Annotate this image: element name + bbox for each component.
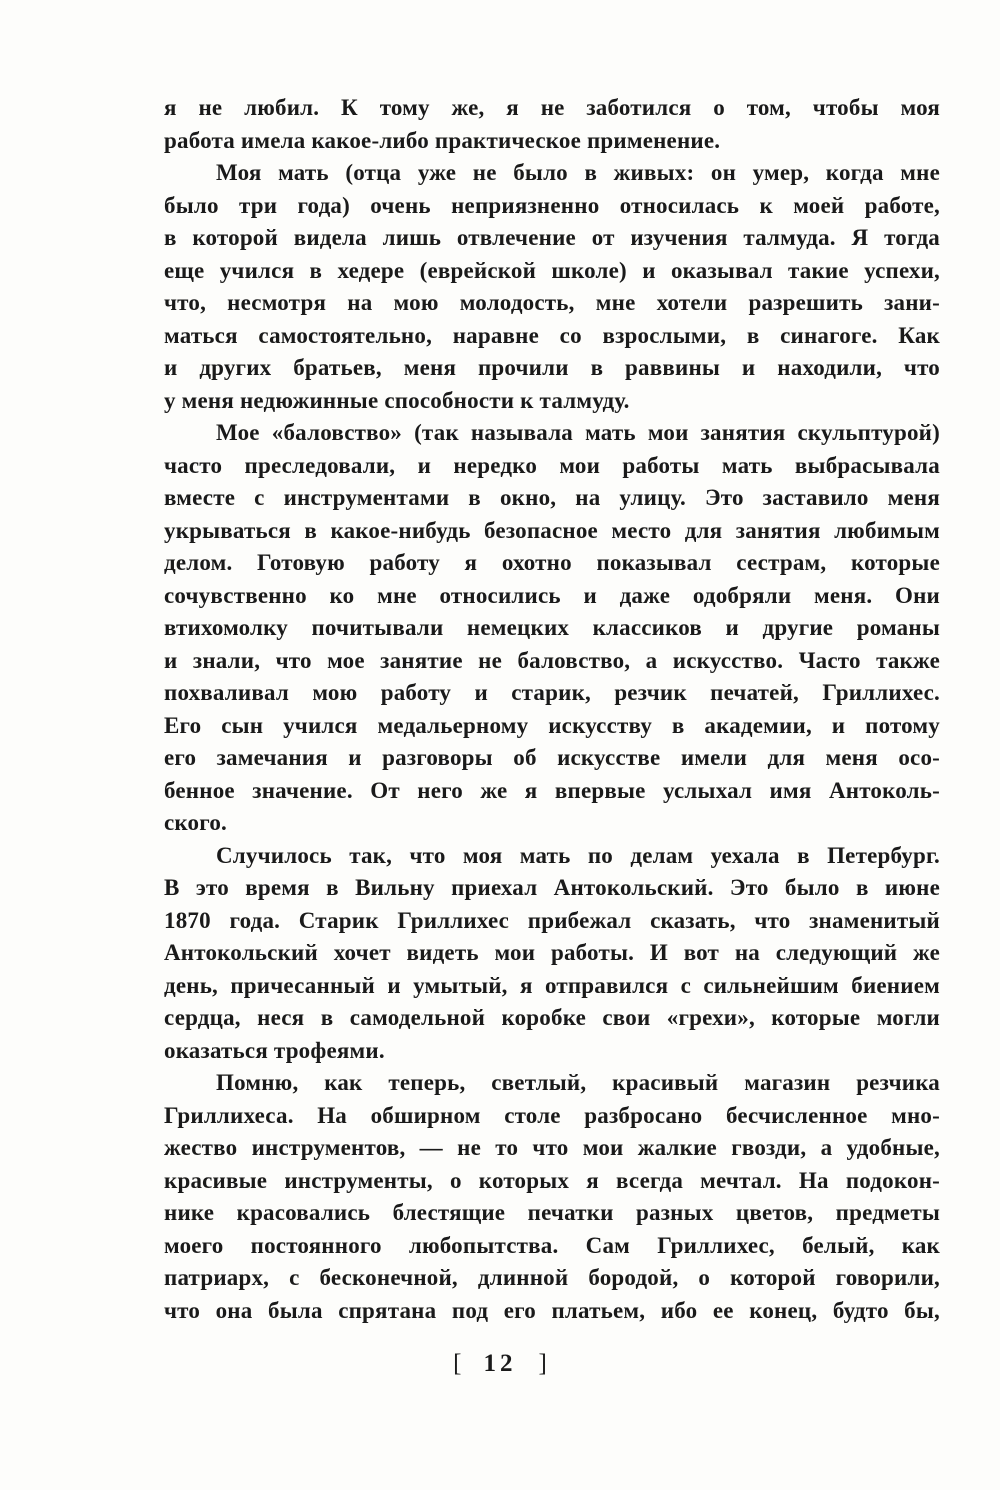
text-line: моего постоянного любопытства. Сам Гриллихес, белый, как: [164, 1232, 940, 1258]
text-line: делом. Готовую работу я охотно показывал сестрам, которые: [164, 550, 940, 575]
body-text: [164, 92, 940, 1327]
text-line: работа имела какое-либо практическое применение.: [164, 127, 721, 153]
text-line: Моя мать (отца уже не было в живых: он умер, когда мне: [216, 160, 940, 185]
text-line: 1870 года. Старик Гриллихес прибежал сказать, что знаменитый: [164, 907, 940, 933]
text-line: было три года) очень неприязненно относилась к моей работе,: [164, 192, 940, 218]
text-line: Помню, как теперь, светлый, красивый магазин резчика: [216, 1070, 940, 1095]
text-line: В это время в Вильну приехал Антокольский. Это было в июне: [164, 875, 940, 900]
text-line: и знали, что мое занятие не баловство, а искусство. Часто также: [164, 647, 940, 673]
folio-close-bracket: ]: [538, 1350, 547, 1377]
text-line: укрываться в какое-нибудь безопасное место для занятия любимым: [164, 517, 940, 543]
text-line: Мое «баловство» (так называла мать мои занятия скульптурой): [216, 420, 940, 445]
text-line: еще учился в хедере (еврейской школе) и оказывал такие успехи,: [164, 257, 940, 283]
text-line: его замечания и разговоры об искусстве имели для меня осо-: [164, 745, 940, 770]
text-line: и других братьев, меня прочили в раввины и находили, что: [164, 355, 940, 380]
text-line: маться самостоятельно, наравне со взрослыми, в синагоге. Как: [164, 322, 940, 348]
text-line: похваливал мою работу и старик, резчик печатей, Гриллихес.: [164, 680, 940, 705]
text-line: Гриллихеса. На обширном столе разбросано бесчисленное мно-: [164, 1102, 940, 1128]
text-line: красивые инструменты, о которых я всегда мечтал. На подокон-: [164, 1167, 940, 1193]
text-line: жество инструментов, — не то что мои жалкие гвозди, а удобные,: [164, 1135, 940, 1160]
text-line: оказаться трофеями.: [164, 1037, 385, 1063]
text-line: в которой видела лишь отвлечение от изучения талмуда. Я тогда: [164, 225, 940, 250]
text-line: втихомолку почитывали немецких классиков и другие романы: [164, 615, 940, 640]
page-number: 12: [483, 1350, 517, 1377]
text-line: вместе с инструментами в окно, на улицу. Это заставило меня: [164, 485, 940, 510]
text-line: нике красовались блестящие печатки разных цветов, предметы: [164, 1200, 940, 1225]
text-line: день, причесанный и умытый, я отправился с сильнейшим биением: [164, 972, 940, 998]
folio-open-bracket: [: [453, 1350, 462, 1377]
text-line: Случилось так, что моя мать по делам уехала в Петербург.: [216, 842, 940, 868]
text-line: патриарх, с бесконечной, длинной бородой, о которой говорили,: [164, 1265, 940, 1290]
text-line: сочувственно ко мне относились и даже одобряли меня. Они: [164, 582, 940, 608]
text-line: сердца, неся в самодельной коробке свои «грехи», которые могли: [164, 1005, 940, 1030]
text-line: Антокольский хочет видеть мои работы. И вот на следующий же: [164, 940, 940, 965]
text-line: что, несмотря на мою молодость, мне хотели разрешить зани-: [164, 290, 940, 315]
text-line: ского.: [164, 810, 227, 835]
text-line: Его сын учился медальерному искусству в академии, и потому: [164, 712, 940, 738]
text-line: я не любил. К тому же, я не заботился о том, чтобы моя: [164, 95, 940, 120]
page-folio: [0, 1350, 1000, 1378]
text-line: что она была спрятана под его платьем, ибо ее конец, будто бы,: [164, 1297, 940, 1323]
text-line: бенное значение. От него же я впервые услыхал имя Антоколь-: [164, 777, 940, 803]
text-line: часто преследовали, и нередко мои работы мать выбрасывала: [164, 452, 940, 478]
text-line: у меня недюжинные способности к талмуду.: [164, 387, 630, 413]
